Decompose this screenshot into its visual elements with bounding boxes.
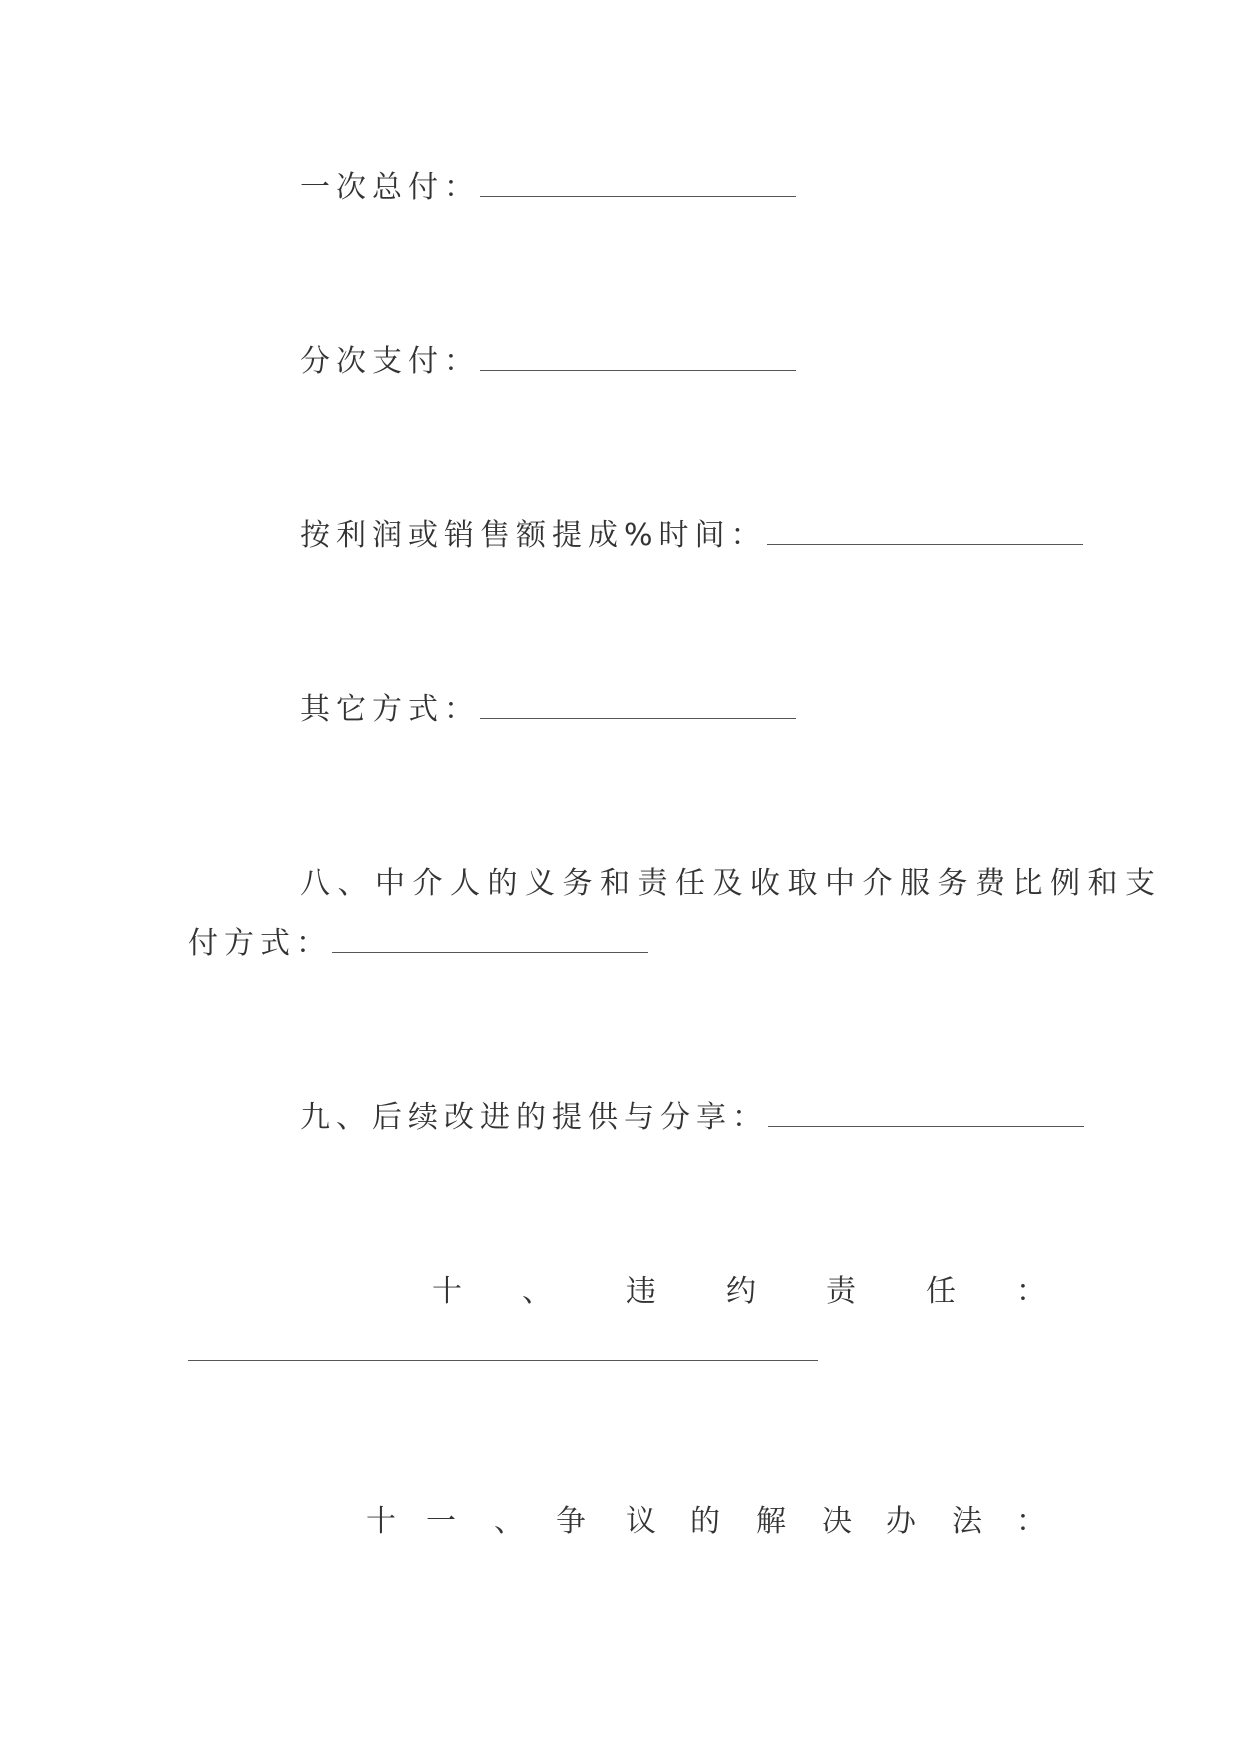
section-10-heading	[0, 1272, 1241, 1312]
fill-in-blank[interactable]	[767, 518, 1083, 545]
heading-char: ：	[1016, 1504, 1046, 1539]
heading-char: 决	[822, 1504, 852, 1539]
fill-in-blank[interactable]	[480, 170, 796, 197]
heading-char: 、	[522, 1274, 552, 1309]
heading-char: 议	[626, 1504, 656, 1539]
heading-char: 违	[626, 1274, 656, 1309]
section-11-heading	[0, 1502, 1241, 1542]
heading-char: 一	[426, 1504, 456, 1539]
heading-char: 任	[926, 1274, 956, 1309]
field-label: 其它方式：	[300, 692, 480, 727]
heading-char: 、	[494, 1504, 524, 1539]
section-8-line-2	[188, 924, 648, 964]
heading-char: 争	[556, 1504, 586, 1539]
heading-char: 十	[366, 1504, 396, 1539]
section-8-heading: 八、中介人的义务和责任及收取中介服务费比例和支	[300, 866, 1163, 901]
heading-char: 十	[432, 1274, 462, 1309]
field-label: 分次支付：	[300, 344, 480, 379]
field-other-method	[300, 690, 796, 730]
field-royalty-commission	[300, 516, 1083, 556]
fill-in-blank[interactable]	[188, 1360, 818, 1361]
field-lump-sum	[300, 168, 796, 208]
section-9	[300, 1098, 1084, 1138]
field-label: 按利润或销售额提成%时间：	[300, 518, 767, 553]
fill-in-blank[interactable]	[768, 1100, 1084, 1127]
fill-in-blank[interactable]	[480, 692, 796, 719]
fill-in-blank[interactable]	[332, 926, 648, 953]
field-installments	[300, 342, 796, 382]
heading-char: ：	[1016, 1274, 1046, 1309]
section-8-line-1	[300, 864, 1163, 904]
heading-char: 解	[756, 1504, 786, 1539]
field-label: 付方式：	[188, 926, 332, 961]
heading-char: 的	[690, 1504, 720, 1539]
section-9-heading: 九、后续改进的提供与分享：	[300, 1100, 768, 1135]
field-label: 一次总付：	[300, 170, 480, 205]
heading-char: 约	[726, 1274, 756, 1309]
heading-char: 办	[886, 1504, 916, 1539]
heading-char: 法	[952, 1504, 982, 1539]
fill-in-blank[interactable]	[480, 344, 796, 371]
heading-char: 责	[826, 1274, 856, 1309]
